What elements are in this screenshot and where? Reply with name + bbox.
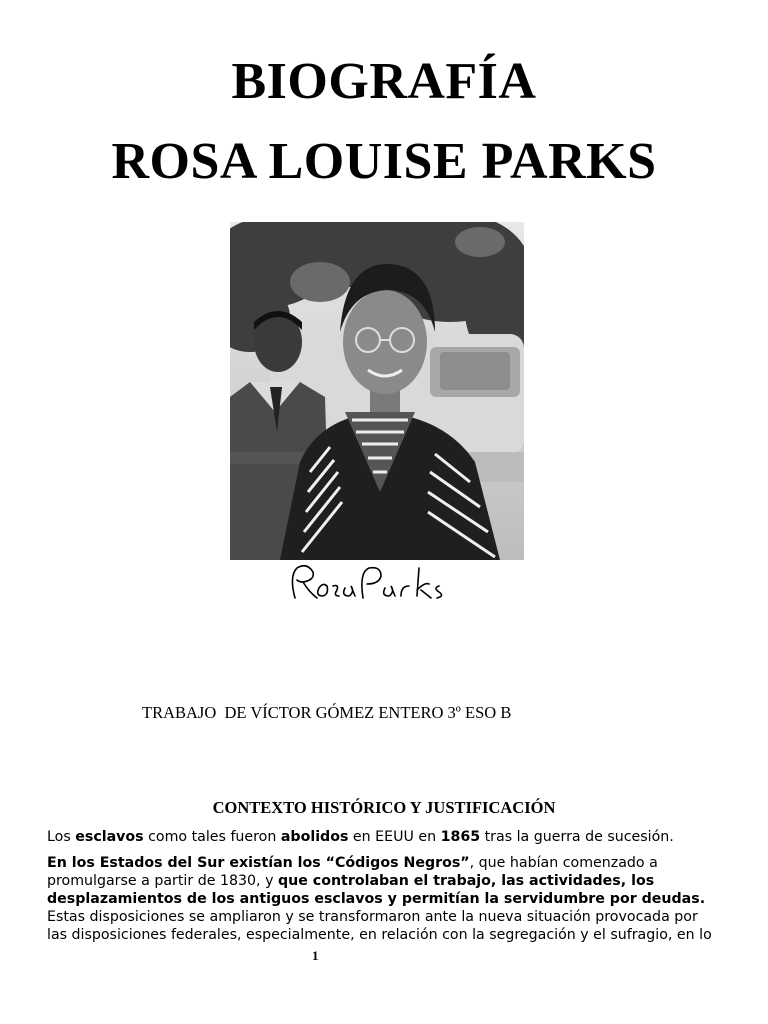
- portrait-photo-icon: [230, 222, 524, 560]
- text-span: tras la guerra de sucesión.: [480, 829, 674, 845]
- paragraph-line: [47, 890, 737, 908]
- text-span: en EEUU en: [348, 829, 441, 845]
- text-bold: abolidos: [280, 829, 349, 845]
- text-bold: los: [626, 873, 655, 889]
- text-span: las disposiciones federales, especialmente, en relación con la segregación y el sufragio, en lo: [47, 927, 712, 943]
- section-heading: CONTEXTO HISTÓRICO Y JUSTIFICACIÓN: [212, 798, 556, 817]
- paragraph-line: [47, 828, 737, 846]
- paragraph-line: [47, 872, 737, 890]
- text-bold: 1865: [440, 829, 481, 845]
- paragraph-line: [47, 854, 737, 872]
- title-biografia: BIOGRAFÍA: [231, 53, 537, 110]
- text-span: , que habían comenzado a: [469, 855, 658, 871]
- page-number: 1: [312, 948, 319, 963]
- title-rosa-louise-parks: ROSA LOUISE PARKS: [111, 133, 657, 190]
- text-span: como tales fueron: [143, 829, 281, 845]
- text-bold: que controlaban el trabajo, las actividades,: [277, 873, 627, 889]
- text-bold: desplazamientos de los antiguos esclavos y permitían la servidumbre por deudas.: [47, 891, 706, 907]
- paragraph-black-codes: [47, 854, 737, 944]
- text-bold: En los Estados del Sur existían los “Códigos Negros”: [47, 855, 470, 871]
- signature-icon: [283, 558, 483, 608]
- author-credit: TRABAJO DE VÍCTOR GÓMEZ ENTERO 3º ESO B: [142, 703, 512, 722]
- paragraph-abolition: [47, 828, 737, 846]
- text-span: Los: [47, 829, 76, 845]
- paragraph-line: [47, 908, 737, 926]
- text-span: Estas disposiciones se ampliaron y se transformaron ante la nueva situación provocada por: [47, 909, 698, 925]
- text-span: promulgarse a partir de 1830, y: [47, 873, 278, 889]
- paragraph-line: [47, 926, 737, 944]
- text-bold: esclavos: [75, 829, 144, 845]
